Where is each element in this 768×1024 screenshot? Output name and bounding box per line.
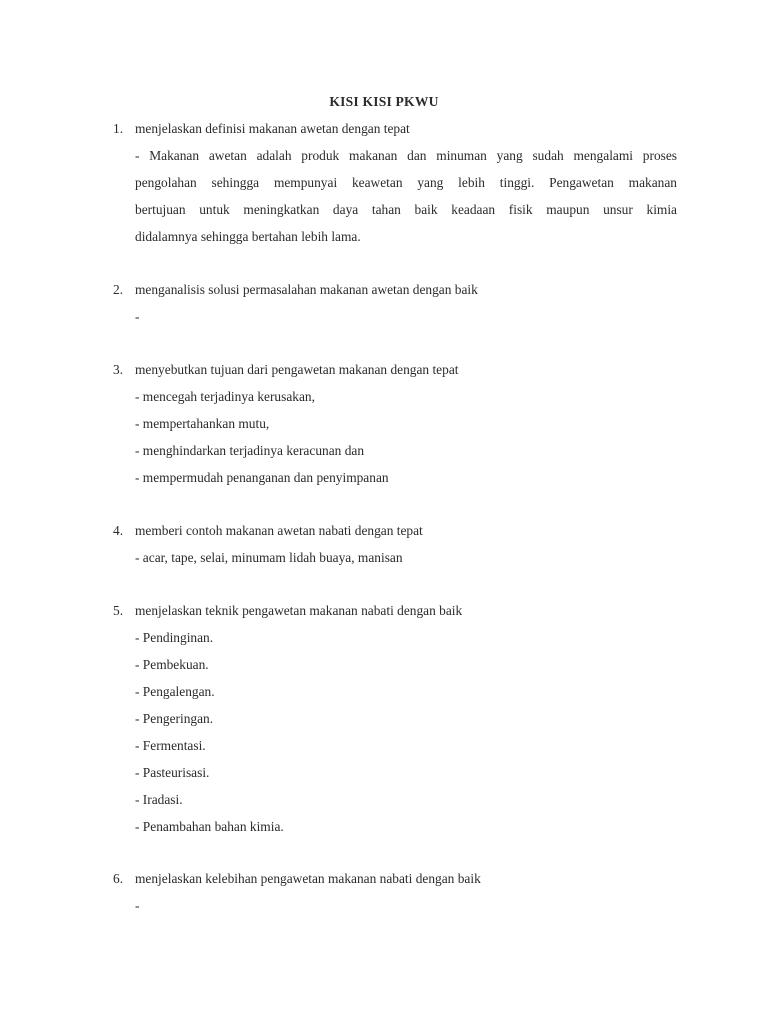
- paragraph-line: pengolahan sehingga mempunyai keawetan yang lebih tinggi. Pengawetan makanan: [135, 175, 677, 190]
- item-point: -: [135, 898, 140, 913]
- list-item: [0, 115, 768, 244]
- list-item: [0, 356, 768, 491]
- item-point: - mempertahankan mutu,: [135, 416, 270, 431]
- item-heading: menganalisis solusi permasalahan makanan awetan dengan baik: [135, 282, 478, 297]
- item-point: - menghindarkan terjadinya keracunan dan: [135, 443, 365, 458]
- list-item: [0, 865, 768, 919]
- paragraph-line: didalamnya sehingga bertahan lebih lama.: [135, 229, 361, 244]
- item-number: 4.: [113, 523, 124, 538]
- item-point: -: [135, 309, 140, 324]
- item-number: 5.: [113, 603, 124, 618]
- list-item: [0, 276, 768, 330]
- page-title: KISI KISI PKWU: [329, 94, 439, 109]
- item-point: - acar, tape, selai, minumam lidah buaya, manisan: [135, 550, 403, 565]
- item-point: - Pengeringan.: [135, 711, 214, 726]
- list-item: [0, 517, 768, 571]
- item-heading: menjelaskan teknik pengawetan makanan nabati dengan baik: [135, 603, 463, 618]
- item-number: 2.: [113, 282, 124, 297]
- item-number: 6.: [113, 871, 124, 886]
- item-number: 1.: [113, 121, 124, 136]
- item-number: 3.: [113, 362, 124, 377]
- item-heading: menjelaskan kelebihan pengawetan makanan nabati dengan baik: [135, 871, 481, 886]
- item-point: - mencegah terjadinya kerusakan,: [135, 389, 315, 404]
- item-heading: memberi contoh makanan awetan nabati dengan tepat: [135, 523, 423, 538]
- list-item: [0, 597, 768, 840]
- item-point: - Pengalengan.: [135, 684, 215, 699]
- paragraph-line: - Makanan awetan adalah produk makanan dan minuman yang sudah mengalami proses: [135, 148, 677, 163]
- item-point: - Pembekuan.: [135, 657, 209, 672]
- item-heading: menjelaskan definisi makanan awetan dengan tepat: [135, 121, 410, 136]
- item-point: - Fermentasi.: [135, 738, 206, 753]
- paragraph-line: bertujuan untuk meningkatkan daya tahan baik keadaan fisik maupun unsur kimia: [135, 202, 677, 217]
- item-point: - Penambahan bahan kimia.: [135, 819, 284, 834]
- item-point: - Iradasi.: [135, 792, 183, 807]
- item-paragraph: [135, 142, 677, 250]
- item-point: - Pasteurisasi.: [135, 765, 210, 780]
- item-point: - Pendinginan.: [135, 630, 214, 645]
- item-heading: menyebutkan tujuan dari pengawetan makanan dengan tepat: [135, 362, 459, 377]
- item-point: - mempermudah penanganan dan penyimpanan: [135, 470, 389, 485]
